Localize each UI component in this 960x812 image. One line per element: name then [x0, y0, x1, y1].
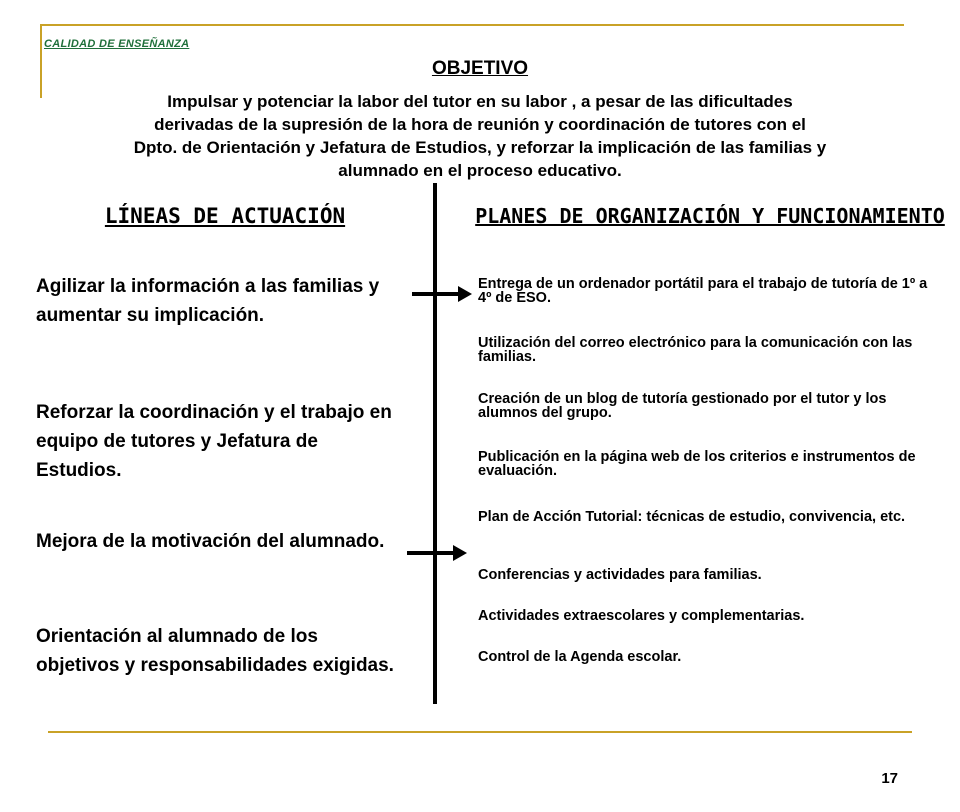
arrow-right-icon: [405, 542, 469, 564]
top-rule: [40, 24, 904, 26]
action-line-item: Orientación al alumnado de los objetivos y responsabilidades exigidas.: [36, 626, 394, 676]
plan-item: Control de la Agenda escolar.: [478, 649, 682, 665]
lines-of-action-heading: LÍNEAS DE ACTUACIÓN: [104, 204, 346, 228]
plan-item: Entrega de un ordenador portátil para el trabajo de tutoría de 1º a 4º de ESO.: [478, 276, 928, 306]
action-line-item: Reforzar la coordinación y el trabajo en equipo de tutores y Jefatura de Estudios.: [36, 402, 392, 481]
action-line-item: Agilizar la información a las familias y aumentar su implicación.: [36, 276, 380, 326]
objective-line: Impulsar y potenciar la labor del tutor en su labor , a pesar de las dificultades: [167, 92, 793, 111]
action-line-item: Mejora de la motivación del alumnado.: [36, 531, 385, 552]
plan-item: Actividades extraescolares y complementarias.: [478, 608, 805, 624]
organization-plans-heading: PLANES DE ORGANIZACIÓN Y FUNCIONAMIENTO: [475, 204, 945, 228]
objective-line: Dpto. de Orientación y Jefatura de Estudios, y reforzar la implicación de las familias y: [133, 138, 827, 157]
plan-item: Plan de Acción Tutorial: técnicas de estudio, convivencia, etc.: [478, 509, 906, 525]
plan-item: Utilización del correo electrónico para la comunicación con las familias.: [478, 335, 913, 365]
column-divider: [433, 183, 437, 704]
objective-line: derivadas de la supresión de la hora de reunión y coordinación de tutores con el: [154, 115, 806, 134]
bottom-rule: [48, 731, 912, 733]
objective-line: alumnado en el proceso educativo.: [338, 161, 622, 180]
section-label: CALIDAD DE ENSEÑANZA: [44, 38, 190, 50]
plan-item: Publicación en la página web de los criterios e instrumentos de evaluación.: [478, 449, 916, 479]
arrow-right-icon: [410, 283, 474, 305]
page-number: 17: [881, 770, 898, 787]
objective-title: OBJETIVO: [431, 58, 529, 79]
objective-text: [30, 90, 930, 182]
plan-item: Creación de un blog de tutoría gestionado por el tutor y los alumnos del grupo.: [478, 391, 887, 421]
plan-item: Conferencias y actividades para familias.: [478, 567, 762, 583]
